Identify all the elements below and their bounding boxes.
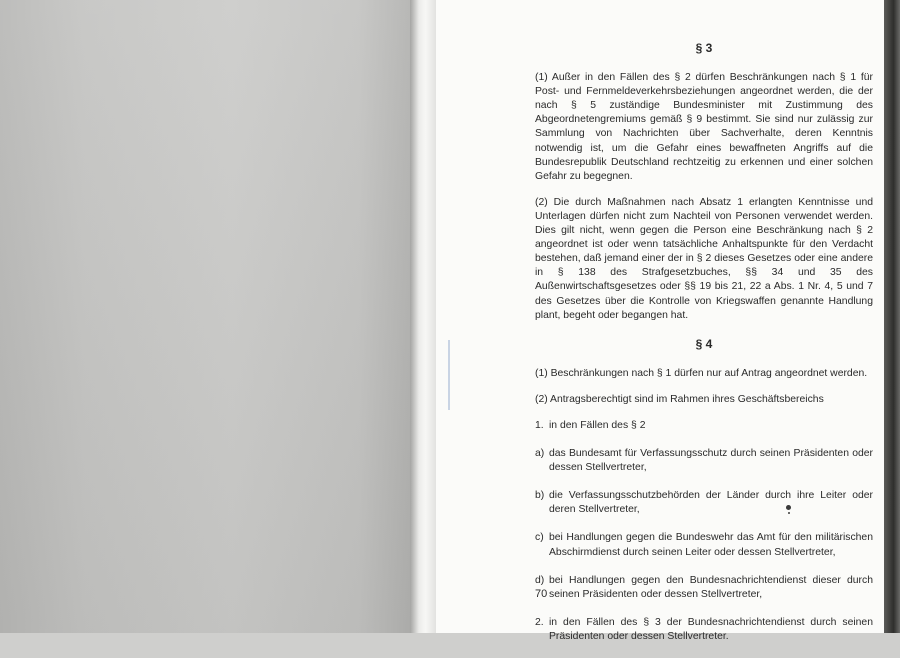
list-item-text: bei Handlungen gegen die Bundeswehr das Amt für den militärischen Abschirmdienst durch seinen Leiter oder dessen Stellvertreter, bbox=[549, 532, 873, 558]
list-item-d bbox=[535, 574, 873, 602]
page-number: 70 bbox=[535, 588, 548, 600]
list-item-text: die Verfassungsschutzbehörden der Länder durch ihre Leiter oder deren Stellvertreter, bbox=[549, 490, 873, 516]
list-item-text: das Bundesamt für Verfassungsschutz durch seinen Präsidenten oder dessen Stellvertreter, bbox=[549, 448, 873, 474]
list-marker: a) bbox=[535, 448, 545, 460]
section-3-paragraph-2: (2) Die durch Maßnahmen nach Absatz 1 erlangten Kenntnisse und Unterlagen dürfen nicht zum Nachteil von Personen verwendet werden. Dies gilt nicht, wenn gegen die Person eine Beschränkung nach § 2 angeordnet ist oder wenn tatsächliche Anhaltspunkte für den Verdacht bestehen, daß jemand einer der in § 2 dieses Gesetzes oder eine andere in § 138 des Strafgesetzbuches, §§ 34 und 35 des Außenwirtschaftsgesetzes oder §§ 19 bis 21, 22 a Abs. 1 Nr. 4, 5 und 7 des Gesetzes über die Kontrolle von Kriegswaffen genannte Handlung plant, begeht oder begangen hat. bbox=[535, 196, 873, 321]
list-item-c bbox=[535, 531, 873, 559]
ink-speck bbox=[788, 512, 790, 514]
ink-speck bbox=[786, 505, 791, 510]
list-item-text: in den Fällen des § 3 der Bundesnachrichtendienst durch seinen Präsidenten oder dessen Stellvertreter. bbox=[549, 616, 873, 642]
section-4-paragraph-1: (1) Beschränkungen nach § 1 dürfen nur auf Antrag angeordnet werden. bbox=[535, 367, 868, 379]
margin-mark bbox=[448, 340, 450, 410]
list-marker: 1. bbox=[535, 419, 544, 431]
list-item-1 bbox=[535, 419, 873, 433]
list-marker: b) bbox=[535, 490, 545, 502]
list-item-text: in den Fällen des § 2 bbox=[549, 419, 646, 431]
section-4-heading: § 4 bbox=[695, 336, 713, 351]
section-3-heading: § 3 bbox=[695, 41, 713, 55]
list-marker: d) bbox=[535, 574, 545, 586]
section-3-paragraph-1: (1) Außer in den Fällen des § 2 dürfen Beschränkungen nach § 1 für Post- und Fernmeldeverkehrsbeziehungen angeordnet werden, die der nach § 5 zuständige Bundesminister mit Zustimmung des Abgeordnetengremiums gemäß § 9 bestimmt. Sie sind nur zulässig zur Sammlung von Nachrichten über Sachverhalte, deren Kenntnis notwendig ist, um die Gefahr eines bewaffneten Angriffs auf die Bundesrepublik Deutschland rechtzeitig zu erkennen und einer solchen Gefahr zu begegnen. bbox=[535, 72, 873, 182]
book-spine bbox=[410, 0, 436, 633]
page-text bbox=[535, 41, 873, 658]
section-4-paragraph-2: (2) Antragsberechtigt sind im Rahmen ihres Geschäftsbereichs bbox=[535, 393, 824, 405]
left-page-blank bbox=[0, 0, 422, 633]
list-item-text: bei Handlungen gegen den Bundesnachrichtendienst dieser durch seinen Präsidenten oder dessen Stellvertreter, bbox=[549, 574, 873, 600]
list-item-2 bbox=[535, 616, 873, 644]
list-marker: 2. bbox=[535, 616, 544, 628]
page-edge-shadow bbox=[884, 0, 900, 633]
list-item-a bbox=[535, 447, 873, 475]
list-marker: c) bbox=[535, 532, 544, 544]
list-item-b bbox=[535, 489, 873, 517]
